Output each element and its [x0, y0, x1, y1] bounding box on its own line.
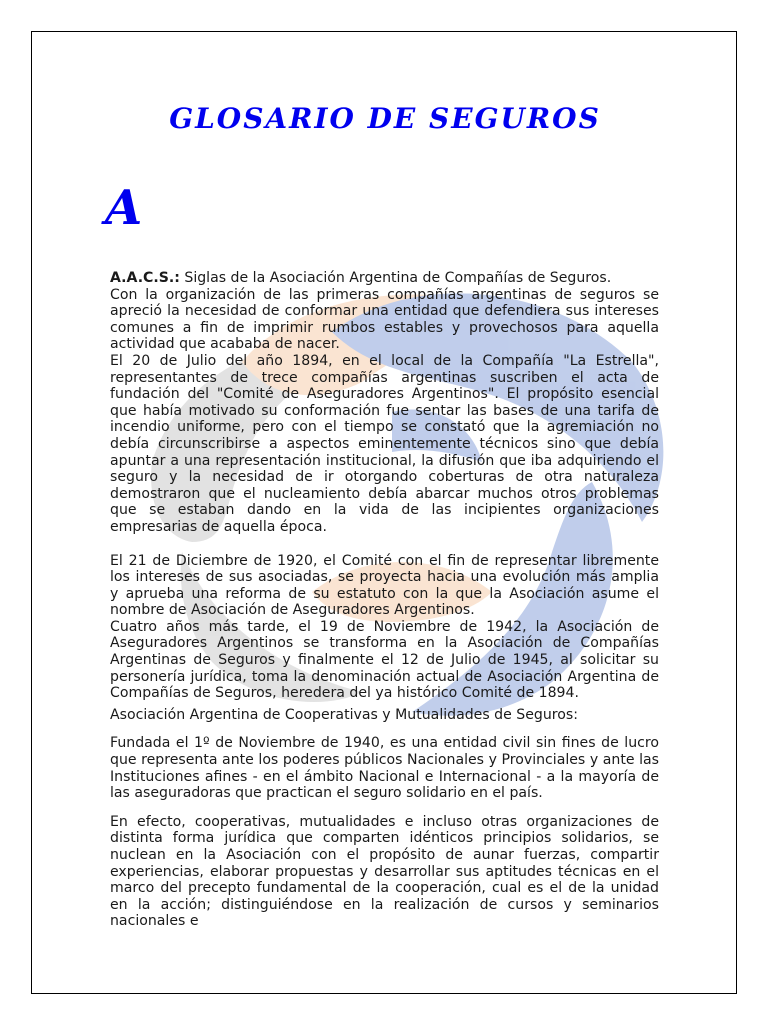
paragraph: Cuatro años más tarde, el 19 de Noviembre de 1942, la Asociación de Aseguradores Argentinos se transforma en la Asociación de Compañías Argentinas de Seguros y finalmente el 12 de Julio de 1945, al solicitar su personería jurídica, toma la denominación actual de Asociación Argentina de Compañías de Seguros, heredera del ya histórico Comité de 1894.	[110, 618, 659, 702]
paragraph: En efecto, cooperativas, mutualidades e incluso otras organizaciones de distinta forma jurídica que comparten idénticos principios solidarios, se nuclean en la Asociación con el propósito de aunar fuerzas, compartir experiencias, elaborar propuestas y desarrollar sus aptitudes técnicas en el marco del precepto fundamental de la cooperación, cual es el de la unidad en la acción; distinguiéndose en la realización de cursos y seminarios nacionales e	[110, 813, 659, 930]
paragraph: El 21 de Diciembre de 1920, el Comité con el fin de representar libremente los intereses de sus asociadas, se proyecta hacia una evolución más amplia y aprueba una reforma de su estatuto con la que la Asociación asume el nombre de Asociación de Aseguradores Argentinos.	[110, 552, 659, 619]
entry-heading: Asociación Argentina de Cooperativas y Mutualidades de Seguros:	[110, 706, 578, 723]
entry-term: A.A.C.S.:	[110, 270, 180, 286]
document-title: GLOSARIO DE SEGUROS	[169, 102, 601, 135]
document-page	[31, 31, 737, 994]
paragraph: El 20 de Julio del año 1894, en el local de la Compañía "La Estrella", representantes de trece compañías argentinas suscriben el acta de fundación del "Comité de Aseguradores Argentinos". El propósito esencial que había motivado su conformación fue sentar las bases de una tarifa de incendio uniforme, pero con el tiempo se constató que la agremiación no debía circunscribirse a aspectos eminentemente técnicos sino que debía apuntar a una representación institucional, la difusión que iba adquiriendo el seguro y la necesidad de ir otorgando coberturas de otra naturaleza demostraron que el nucleamiento debía abarcar muchos otros problemas que se estaban dando en la vida de las incipientes organizaciones empresarias de aquella época.	[110, 352, 659, 535]
paragraph: Con la organización de las primeras compañías argentinas de seguros se apreció la necesidad de conformar una entidad que defendiera sus intereses comunes a fin de imprimir rumbos estables y provechosos para aquella actividad que acababa de nacer.	[110, 286, 659, 353]
entry-definition: Siglas de la Asociación Argentina de Compañías de Seguros.	[179, 270, 612, 286]
glossary-body	[110, 270, 659, 930]
paragraph: Fundada el 1º de Noviembre de 1940, es una entidad civil sin fines de lucro que representa ante los poderes públicos Nacionales y Provinciales y ante las Instituciones afines - en el ámbito Nacional e Internacional - a la mayoría de las aseguradoras que practican el seguro solidario en el país.	[110, 735, 659, 802]
entry-aacs	[110, 270, 659, 287]
section-letter: A	[105, 180, 143, 236]
